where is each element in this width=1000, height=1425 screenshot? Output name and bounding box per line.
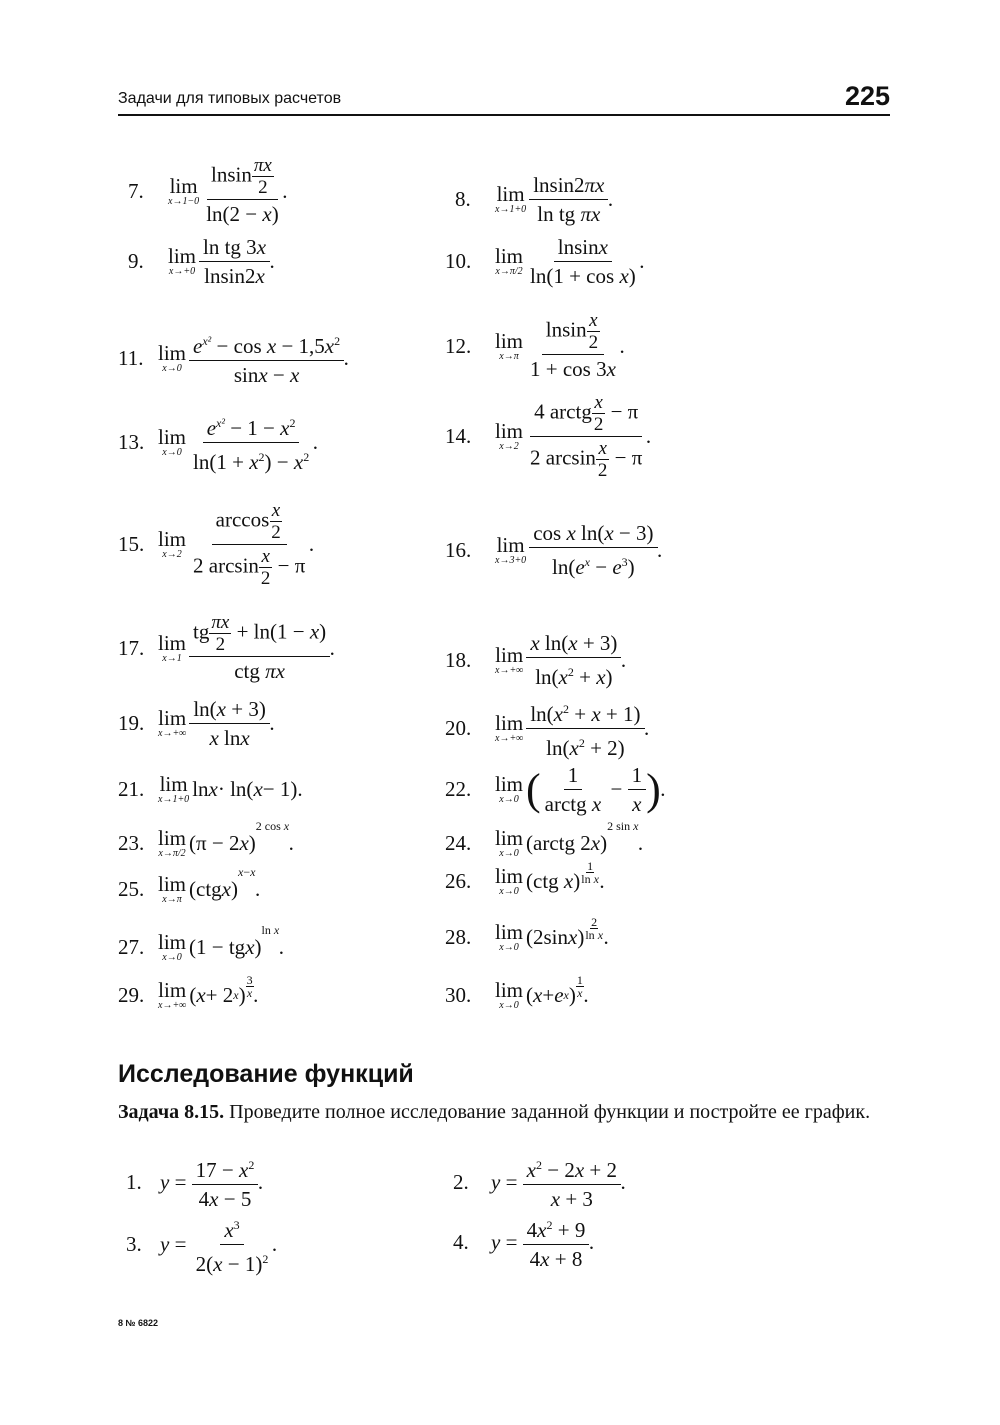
problem-number: 26. xyxy=(445,869,472,893)
function-1 xyxy=(126,1152,264,1212)
problem-number: 23. xyxy=(118,831,145,855)
formula: lim x→1+0 $\frac{lnsin2\pi x}{\text{ln tg πx}}$ . xyxy=(495,173,614,226)
problem-number: 25. xyxy=(118,877,145,901)
problem-number: 10. xyxy=(445,249,472,273)
function-4 xyxy=(453,1212,595,1272)
section-title: Исследование функций xyxy=(118,1060,414,1088)
formula: lim x→1+0 ln x · ln( x − 1). xyxy=(158,772,303,805)
problem-26 xyxy=(445,859,606,897)
problem-number: 8. xyxy=(455,187,471,211)
formula: y = $\frac{x^2 - 2x + 2}{x + 3}$ . xyxy=(491,1152,626,1212)
function-number: 4. xyxy=(453,1229,469,1254)
problem-29 xyxy=(118,973,259,1011)
problem-number: 7. xyxy=(128,178,144,203)
problem-24 xyxy=(445,819,644,859)
task-label: Задача 8.15. xyxy=(118,1101,225,1123)
problem-number: 21. xyxy=(118,777,145,801)
problem-number: 29. xyxy=(118,983,145,1007)
problem-number: 22. xyxy=(445,777,472,801)
problem-30 xyxy=(445,973,590,1011)
problem-number: 28. xyxy=(445,925,472,949)
problem-19 xyxy=(118,696,275,751)
problem-number: 13. xyxy=(118,430,145,454)
problem-7 xyxy=(128,155,288,227)
formula: y = $\frac{17 - x^2}{4x - 5}$ . xyxy=(160,1152,264,1212)
formula: y = $\frac{4x^2 + 9}{4x + 8}$ . xyxy=(491,1212,595,1272)
formula: lim x→+∞ $\frac{\text{x ln(x + 3)}}{\ln(x^2 + x)}$ . xyxy=(495,631,627,689)
running-head: Задачи для типовых расчетов xyxy=(118,90,342,107)
problem-number: 9. xyxy=(128,249,144,273)
problem-number: 12. xyxy=(445,333,472,358)
problem-28 xyxy=(445,915,610,953)
problem-number: 27. xyxy=(118,935,145,959)
problem-15 xyxy=(118,500,315,589)
problem-8 xyxy=(455,172,614,227)
problem-14 xyxy=(445,392,652,481)
problem-number: 24. xyxy=(445,831,472,855)
problem-number: 11. xyxy=(118,345,144,370)
formula: lim x→1 tg $\frac{\pi x}{2}$ + ln(1 − x) ctg πx . xyxy=(158,612,336,683)
formula: lim x→0 ( x + e x ) $\frac{1}{x}$ . xyxy=(495,973,590,1011)
problem-number: 17. xyxy=(118,635,145,660)
problem-number: 14. xyxy=(445,424,472,448)
problem-number: 19. xyxy=(118,711,145,735)
formula: lim x→3+0 $\frac{\text{cos x ln(x − 3)}}{\ln(e^x - e^3)}$ . xyxy=(495,521,663,579)
problem-17 xyxy=(118,612,335,684)
formula: lim x→0 (arctg 2 x ) 2 sin x . xyxy=(495,819,644,859)
function-number: 2. xyxy=(453,1169,469,1194)
formula: y = $\frac{x^3}{2(x - 1)^2}$ . xyxy=(160,1212,278,1277)
problem-21 xyxy=(118,774,303,805)
problem-number: 30. xyxy=(445,983,472,1007)
formula: lim x→2 arccos $\frac{x}{2}$ 2 arcsin $\frac{x}{2}$ − π . xyxy=(158,500,315,589)
problem-number: 15. xyxy=(118,532,145,556)
formula: lim x→0 (ctg x ) $\frac{1}{\text{ln x}}$ . xyxy=(495,859,606,897)
signature-mark: 8 № 6822 xyxy=(118,1318,159,1328)
problem-number: 18. xyxy=(445,647,472,672)
task-statement xyxy=(118,1098,890,1126)
problem-12 xyxy=(445,310,625,382)
problem-number: 20. xyxy=(445,716,472,740)
formula: lim x→π lnsin $\frac{x}{2}$ 1 + cos 3x . xyxy=(495,310,626,381)
function-3 xyxy=(126,1212,278,1277)
task-text: Проведите полное исследование заданной функции и постройте ее график. xyxy=(229,1101,871,1123)
function-number: 1. xyxy=(126,1169,142,1194)
formula: lim x→1−0 lnsin $\frac{\pi x}{2}$ ln(2 − x) . xyxy=(168,155,288,226)
problem-22 xyxy=(445,762,666,817)
problem-25 xyxy=(118,865,261,905)
problem-11 xyxy=(118,328,349,388)
function-number: 3. xyxy=(126,1232,142,1256)
formula: lim x→0 (2sin x ) $\frac{2}{\text{ln x}}$ . xyxy=(495,915,610,953)
formula: lim x→0 (1 − tg x ) ln x . xyxy=(158,923,285,963)
formula: lim x→0 ( $\frac{1}{\text{arctg x}}$ − $\frac{1}{x}$ ) . xyxy=(495,763,666,816)
formula: lim x→+∞ $\frac{\ln(x^2 + x + 1)}{\ln(x^2 + 2)}$ . xyxy=(495,696,650,761)
formula: lim x→+∞ $\frac{\ln(x + 3)}{\text{x lnx}}$ . xyxy=(158,697,276,750)
page-header xyxy=(118,78,890,116)
page-number: 225 xyxy=(844,81,890,111)
problem-18 xyxy=(445,630,627,690)
problem-16 xyxy=(445,520,663,580)
formula: lim x→+∞ ( x + 2 x ) $\frac{3}{x}$ . xyxy=(158,973,259,1011)
formula: lim x→0 $\frac{e^{x^2} - \cos x - 1,5x^2}{\sin x - x}$ . xyxy=(158,328,349,388)
formula: lim x→π/2 (π − 2 x ) 2 cos x . xyxy=(158,819,295,859)
problem-9 xyxy=(128,234,275,289)
formula: lim x→π/2 $\frac{lnsinx}{\text{ln(1 + cos x)}}$ . xyxy=(495,235,646,288)
formula: lim x→π (ctg x ) x−x . xyxy=(158,865,261,905)
problem-number: 16. xyxy=(445,537,472,562)
formula: lim x→2 4 arctg $\frac{x}{2}$ − π 2 arcsin $\frac{x}{2}$ − π . xyxy=(495,392,652,481)
problem-23 xyxy=(118,819,295,859)
formula: lim x→0 $\frac{e^{x^2} - 1 - x^2}{\ln(1 + x^2) - x^2}$ . xyxy=(158,410,318,475)
problem-13 xyxy=(118,410,318,475)
problem-20 xyxy=(445,696,650,761)
problem-10 xyxy=(445,234,645,289)
function-2 xyxy=(453,1152,626,1212)
formula: lim x→+0 $\frac{\text{ln tg 3x}}{lnsin2x}$ . xyxy=(168,235,276,288)
problem-27 xyxy=(118,923,285,963)
